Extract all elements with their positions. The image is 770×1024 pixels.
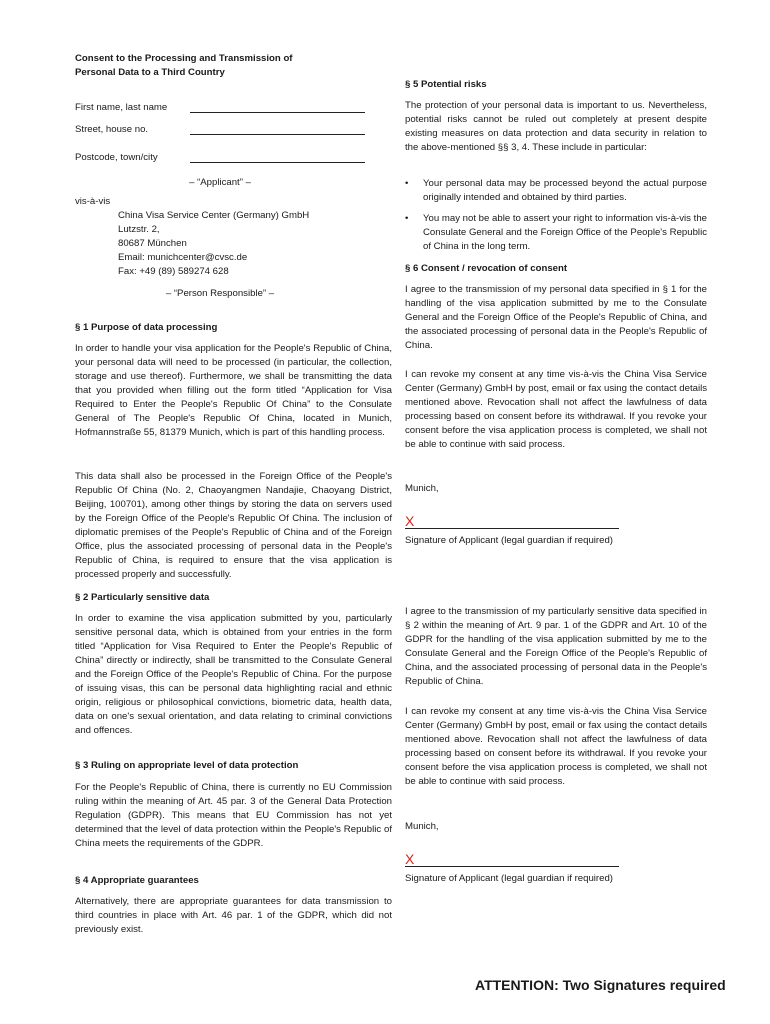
place-label-2: Munich, [405, 821, 439, 832]
section-1-body [75, 342, 392, 440]
section-3 [75, 759, 392, 773]
address-line-2: Lutzstr. 2, [118, 224, 160, 235]
address-line-1: China Visa Service Center (Germany) GmbH [118, 210, 310, 221]
section-1-heading: § 1 Purpose of data processing [75, 322, 218, 333]
section-2-body [75, 612, 392, 738]
section-4 [75, 874, 392, 888]
street-field-row[interactable] [75, 124, 365, 138]
section-3-heading: § 3 Ruling on appropriate level of data protection [75, 760, 299, 771]
name-field-row[interactable] [75, 102, 365, 116]
signature-field-1[interactable] [405, 515, 619, 529]
list-item [405, 212, 707, 254]
signature-label-2: Signature of Applicant (legal guardian if required) [405, 873, 613, 884]
street-label: Street, house no. [75, 124, 149, 135]
address-email: Email: munichcenter@cvsc.de [118, 252, 248, 263]
attention-notice: ATTENTION: Two Signatures required [475, 977, 726, 993]
signature-x-mark-2: X [405, 851, 415, 867]
section-6-heading: § 6 Consent / revocation of consent [405, 263, 568, 274]
section-1-body-2 [75, 470, 392, 582]
section-6-body [405, 283, 707, 353]
place-label-1: Munich, [405, 483, 439, 494]
section-6-body-2 [405, 368, 707, 452]
section-4-body [75, 895, 392, 937]
section-5-paragraph: The protection of your personal data is important to us. Nevertheless, potential risks cannot be ruled out completely at present despite existing measures on data protection and data security in relation to the above-mentioned §§ 3, 4. These include in particular: [405, 100, 707, 153]
responsible-address [118, 209, 378, 279]
consent-2-paragraph-1: I agree to the transmission of my particularly sensitive data specified in § 2 within the meaning of Art. 9 par. 1 of the GDPR and Art. 10 of the GDPR for the handling of the visa application submitted by me to the Consulate General and the Foreign Office of the People's Republic of China, and the associated processing of personal data in the People's Republic of China. [405, 606, 707, 687]
title-line-2: Personal Data to a Third Country [75, 67, 225, 78]
section-5-bullets-2 [405, 212, 707, 254]
section-3-paragraph: For the People's Republic of China, there is currently no EU Commission ruling within the meaning of Art. 45 par. 3 of the General Data Protection Regulation (GDPR). This means that EU Commission has not yet determined that the level of data protection within the People's Republic of China meets the requirements of the GDPR. [75, 782, 392, 849]
section-1-paragraph-2: This data shall also be processed in the Foreign Office of the People's Republic Of China (No. 2, Chaoyangmen Nandajie, Chaoyang District, Beijing, 100701), among other things by storing the data on servers used by the Foreign Office of the People's Republic Of China. The inclusion of diplomatic premises of the People's Republic of China and of the Foreign Office, plus the associated processing of personal data in the People's Republic of China, is required to ensure that the visa application is processed properly and successfully. [75, 471, 392, 580]
section-1-paragraph-1: In order to handle your visa application for the People's Republic of China, your personal data will need to be processed (in particular, the collection, storage and use thereof). Furthermore, we shall be transmitting the data that you provided when filling out the form titled “Application for Visa Required to Enter the People's Republic Of China” to the Consulate General of The People's Republic Of China, located in Munich, Hofmannstraße 55, 81379 Munich, which is part of this handling process. [75, 343, 392, 438]
list-item [405, 177, 707, 205]
postcode-label: Postcode, town/city [75, 152, 158, 163]
signature-line-1 [405, 528, 619, 529]
bullet-icon: • [405, 213, 409, 224]
risk-bullet-2: You may not be able to assert your right to information vis-à-vis the Consulate General and the Foreign Office of the People's Republic of China in the long term. [423, 213, 707, 252]
consent-2-body-2 [405, 705, 707, 789]
section-2 [75, 591, 392, 605]
risk-bullet-1: Your personal data may be processed beyond the actual purpose originally intended and obtained by third parties. [423, 178, 707, 203]
address-fax: Fax: +49 (89) 589274 628 [118, 266, 229, 277]
form-title [75, 52, 392, 80]
title-line-1: Consent to the Processing and Transmission of [75, 53, 293, 64]
address-line-3: 80687 München [118, 238, 187, 249]
responsible-tag: – “Person Responsible” – [165, 288, 275, 299]
postcode-field[interactable] [190, 162, 365, 163]
section-6 [405, 262, 707, 276]
consent-2-paragraph-2: I can revoke my consent at any time vis-à-vis the China Visa Service Center (Germany) GmbH by post, email or fax using the contact details mentioned above. Revocation shall not affect the lawfulness of data processing based on consent before its withdrawal. If you revoke your consent before the visa application process is completed, we shall not be able to continue with said process. [405, 706, 707, 787]
signature-field-2[interactable] [405, 853, 619, 867]
section-5-bullets [405, 177, 707, 205]
consent-2-body [405, 605, 707, 689]
section-4-heading: § 4 Appropriate guarantees [75, 875, 199, 886]
section-5-heading: § 5 Potential risks [405, 79, 487, 90]
section-2-heading: § 2 Particularly sensitive data [75, 592, 210, 603]
section-6-paragraph-1: I agree to the transmission of my personal data specified in § 1 for the handling of the visa application submitted by me to the Consulate General and the Foreign Office of the People's Republic of China, and the associated processing of personal data in the People's Republic of China. [405, 284, 707, 351]
street-field[interactable] [190, 134, 365, 135]
bullet-icon: • [405, 178, 409, 189]
postcode-field-row[interactable] [75, 152, 365, 166]
section-1 [75, 321, 392, 335]
signature-x-mark-1: X [405, 513, 415, 529]
signature-label-1: Signature of Applicant (legal guardian if required) [405, 535, 613, 546]
section-5-body [405, 99, 707, 155]
section-4-paragraph: Alternatively, there are appropriate guarantees for data transmission to third countries in place with Art. 46 par. 1 of the GDPR, which did not previously exist. [75, 896, 392, 935]
section-2-paragraph: In order to examine the visa application submitted by you, particularly sensitive personal data, which is obtained from your entries in the form titled “Application for Visa Required to Enter the People's Republic of China” directly or indirectly, shall be transmitted to the Consulate General and the Foreign Office of the People's Republic of China. For the purpose of issuing visas, this can be personal data highlighting racial and ethnic origin, religious or philosophical convictions, biometric data, health data, data on one's sexual orientation, and data relating to criminal convictions and offences. [75, 613, 392, 736]
vis-a-vis-label: vis-à-vis [75, 196, 111, 207]
signature-line-2 [405, 866, 619, 867]
section-5 [405, 78, 707, 92]
name-label: First name, last name [75, 102, 168, 113]
name-field[interactable] [190, 112, 365, 113]
section-6-paragraph-2: I can revoke my consent at any time vis-à-vis the China Visa Service Center (Germany) GmbH by post, email or fax using the contact details mentioned above. Revocation shall not affect the lawfulness of data processing based on consent before its withdrawal. If you revoke your consent before the visa application process is completed, we shall not be able to continue with said process. [405, 369, 707, 450]
applicant-tag: – “Applicant” – [189, 177, 251, 188]
section-3-body [75, 781, 392, 851]
